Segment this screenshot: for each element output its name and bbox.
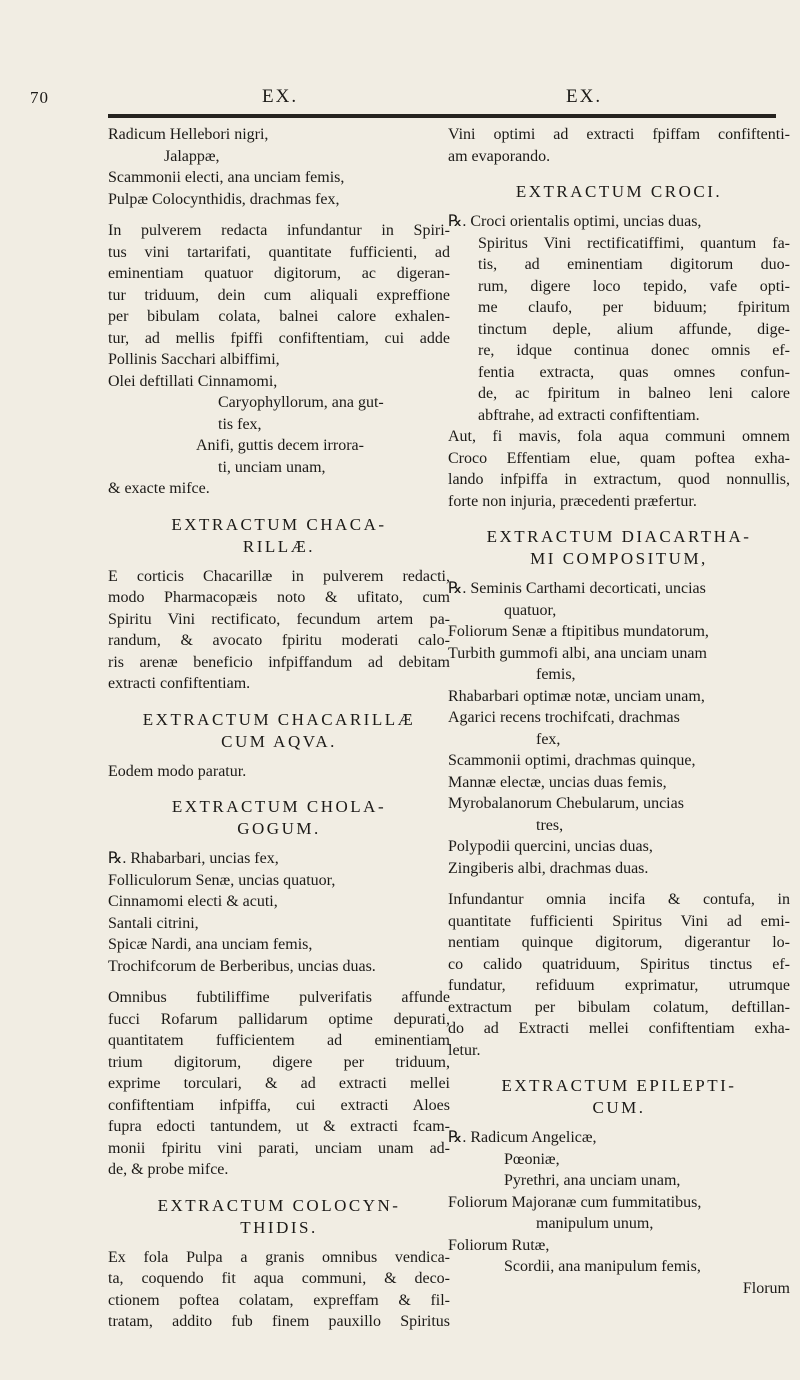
- text-line: Omnibus fubtiliffime pulverifatis affunde: [108, 989, 450, 1006]
- section-heading: [108, 796, 450, 840]
- paragraph-gap: [108, 977, 450, 987]
- text-line: confiftentiam infpiffa, cui extracti Aloes: [108, 1096, 450, 1114]
- text-line: modo Pharmacopæis noto & ufitato, cum: [108, 589, 450, 606]
- text-line: tres,: [536, 816, 564, 834]
- text-line: do ad Extracti mellei confiftentiam exha-: [448, 1020, 790, 1037]
- text-line: Foliorum Majoranæ cum fummitatibus,: [448, 1193, 702, 1211]
- text-line: Croco Effentiam elue, quam poftea exha-: [448, 449, 790, 467]
- page-number: 70: [30, 88, 49, 107]
- text-line: Trochifcorum de Berberibus, uncias duas.: [108, 957, 376, 975]
- text-line: ti, unciam unam,: [218, 458, 326, 476]
- text-line: Aut, fi mavis, fola aqua communi omnem: [448, 428, 790, 445]
- text-line: co calido quatriduum, Spiritus tinctus ef-: [448, 955, 790, 973]
- text-line: forte non injuria, præcedenti præfertur.: [448, 492, 697, 510]
- text-line: Myrobalanorum Chebularum, uncias: [448, 795, 684, 812]
- text-line: letur.: [448, 1041, 481, 1059]
- section-heading-line: EXTRACTUM EPILEPTI-: [501, 1076, 737, 1095]
- text-line: Olei deftillati Cinnamomi,: [108, 372, 278, 390]
- text-line: monii fpiritu vini parati, unciam unam ad-: [108, 1139, 450, 1157]
- running-head-left: EX.: [262, 86, 299, 107]
- text-line: quantitate fufficienti Spiritus Vini ad emi-: [448, 912, 790, 930]
- text-line: extractum per bibulam colatum, deftillan-: [448, 998, 790, 1016]
- text-line: tur, ad mellis fpiffi confiftentiam, cui adde: [108, 329, 450, 347]
- text-line: Radicum Hellebori nigri,: [108, 126, 269, 143]
- section-heading-line: EXTRACTUM CHACA-: [171, 514, 387, 534]
- text-line: Vini optimi ad extracti fpiffam confiftenti-: [448, 126, 790, 143]
- text-line: fex,: [536, 730, 561, 748]
- section-heading: [448, 1075, 790, 1119]
- text-line: extracti confiftentiam.: [108, 675, 251, 692]
- text-line: randum, & avocato fpiritu moderati calo-: [108, 632, 450, 649]
- section-heading: [448, 526, 790, 570]
- right-column: [448, 124, 790, 1299]
- text-line: Pyrethri, ana unciam unam,: [504, 1172, 681, 1189]
- text-line: ℞. Rhabarbari, uncias fex,: [108, 850, 279, 867]
- text-line: Spiritu Vini rectificato, fecundum artem pa-: [108, 610, 450, 628]
- text-line: Mannæ electæ, uncias duas femis,: [448, 773, 667, 791]
- text-line: & exacte mifce.: [108, 480, 210, 497]
- text-line: Scordii, ana manipulum femis,: [504, 1258, 701, 1275]
- text-line: Polypodii quercini, uncias duas,: [448, 838, 653, 855]
- text-line: manipulum unum,: [536, 1215, 654, 1232]
- text-line: Pollinis Sacchari albiffimi,: [108, 351, 280, 368]
- text-line: de, ac fpiritum in balneo leni calore: [478, 385, 790, 402]
- text-line: exprime torculari, & ad extracti mellei: [108, 1075, 450, 1092]
- text-line: tis fex,: [218, 415, 262, 433]
- paragraph-gap: [448, 879, 790, 889]
- text-line: quatuor,: [504, 601, 557, 619]
- text-line: Agarici recens trochifcati, drachmas: [448, 709, 680, 726]
- running-head-right: EX.: [566, 86, 603, 107]
- text-line: Zingiberis albi, drachmas duas.: [448, 859, 649, 877]
- header-rule: [108, 114, 776, 118]
- text-line: eminentiam quatuor digitorum, ac digeran-: [108, 265, 450, 282]
- section-heading-line: EXTRACTUM COLOCYN-: [157, 1195, 401, 1215]
- text-line: tratam, addito fub finem pauxillo Spiritus: [108, 1313, 450, 1330]
- text-line: Florum: [742, 1279, 790, 1297]
- text-line: fucci Rofarum pallidarum optime depurati,: [108, 1010, 450, 1028]
- text-line: re, idque continua donec omnis ef-: [478, 342, 790, 359]
- section-heading-line: THIDIS.: [240, 1217, 318, 1237]
- section-heading: [108, 709, 450, 753]
- section-heading-line: EXTRACTUM CHOLA-: [171, 797, 387, 816]
- text-line: tur triduum, dein cum aliquali expreffione: [108, 286, 450, 304]
- section-heading: [108, 514, 450, 558]
- text-line: tis, ad eminentiam digitorum duo-: [478, 256, 790, 273]
- text-line: Scammonii optimi, drachmas quinque,: [448, 752, 696, 769]
- section-heading-line: EXTRACTUM DIACARTHA-: [486, 527, 752, 546]
- text-line: am evaporando.: [448, 147, 551, 165]
- text-line: Eodem modo paratur.: [108, 762, 247, 780]
- text-line: Spicæ Nardi, ana unciam femis,: [108, 936, 313, 953]
- text-line: ctionem poftea colatam, expreffam & fil-: [108, 1291, 450, 1309]
- text-line: tus vini tartarifati, quantitate fufficienti, ad: [108, 243, 450, 261]
- text-line: Infundantur omnia incifa & contufa, in: [448, 891, 790, 908]
- text-line: per bibulam colata, balnei calore exhalen-: [108, 308, 450, 325]
- text-line: Scammonii electi, ana unciam femis,: [108, 169, 345, 186]
- text-line: Spiritus Vini rectificatiffimi, quantum fa-: [478, 234, 790, 252]
- text-line: rum, digere loco tepido, vafe opti-: [478, 277, 790, 295]
- text-line: ℞. Radicum Angelicæ,: [448, 1129, 597, 1146]
- text-line: fentia extracta, quas omnes confun-: [478, 363, 790, 381]
- text-line: de, & probe mifce.: [108, 1161, 229, 1178]
- section-heading-line: RILLÆ.: [242, 536, 316, 556]
- text-line: In pulverem redacta infundantur in Spiri-: [108, 222, 450, 239]
- text-line: ℞. Croci orientalis optimi, uncias duas,: [448, 213, 702, 230]
- text-line: ta, coquendo fit aqua communi, & deco-: [108, 1270, 450, 1287]
- text-line: E corticis Chacarillæ in pulverem redacti,: [108, 567, 450, 585]
- text-line: Pulpæ Colocynthidis, drachmas fex,: [108, 190, 340, 208]
- text-line: nentiam quinque digitorum, digerantur lo-: [448, 934, 790, 951]
- text-line: Anifi, guttis decem irrora-: [196, 437, 364, 454]
- text-line: Rhabarbari optimæ notæ, unciam unam,: [448, 687, 705, 705]
- section-heading-line: CUM.: [592, 1098, 646, 1117]
- text-line: Pœoniæ,: [504, 1150, 560, 1168]
- text-line: Ex fola Pulpa a granis omnibus vendica-: [108, 1248, 450, 1266]
- text-line: Turbith gummofi albi, ana unciam unam: [448, 644, 707, 662]
- text-line: ris arenæ beneficio infpiffandum ad debitam: [108, 653, 450, 671]
- section-heading-line: MI COMPOSITUM,: [530, 549, 708, 568]
- text-line: me claufo, per biduum; fpiritum: [478, 299, 790, 316]
- text-line: trium digitorum, digere per triduum,: [108, 1053, 450, 1071]
- section-heading: [108, 1195, 450, 1239]
- text-line: Cinnamomi electi & acuti,: [108, 893, 278, 910]
- text-line: quantitatem fufficientem ad eminentiam: [108, 1032, 450, 1049]
- section-heading-line: GOGUM.: [237, 819, 321, 838]
- text-line: fundatur, refiduum exprimatur, utrumque: [448, 977, 790, 994]
- section-heading: [448, 181, 790, 203]
- text-line: femis,: [536, 666, 576, 683]
- text-line: tinctum deple, alium affunde, dige-: [478, 320, 790, 338]
- section-heading-line: EXTRACTUM CROCI.: [515, 182, 723, 201]
- text-line: Folliculorum Senæ, uncias quatuor,: [108, 871, 336, 889]
- text-line: Foliorum Rutæ,: [448, 1236, 550, 1254]
- text-line: Caryophyllorum, ana gut-: [218, 394, 384, 411]
- text-line: ℞. Seminis Carthami decorticati, uncias: [448, 580, 706, 597]
- section-heading-line: CUM AQVA.: [221, 731, 337, 751]
- text-line: fupra edocti tantundem, ut & extracti fcam-: [108, 1118, 450, 1135]
- text-line: Foliorum Senæ a ftipitibus mundatorum,: [448, 623, 709, 640]
- paragraph-gap: [108, 210, 450, 220]
- text-line: abftrahe, ad extracti confiftentiam.: [478, 406, 700, 424]
- text-line: Santali citrini,: [108, 914, 199, 932]
- section-heading-line: EXTRACTUM CHACARILLÆ: [142, 709, 416, 729]
- text-line: Jalappæ,: [164, 147, 220, 165]
- text-line: lando infpiffa in extractum, quod nonnullis,: [448, 471, 790, 488]
- left-column: [108, 124, 450, 1333]
